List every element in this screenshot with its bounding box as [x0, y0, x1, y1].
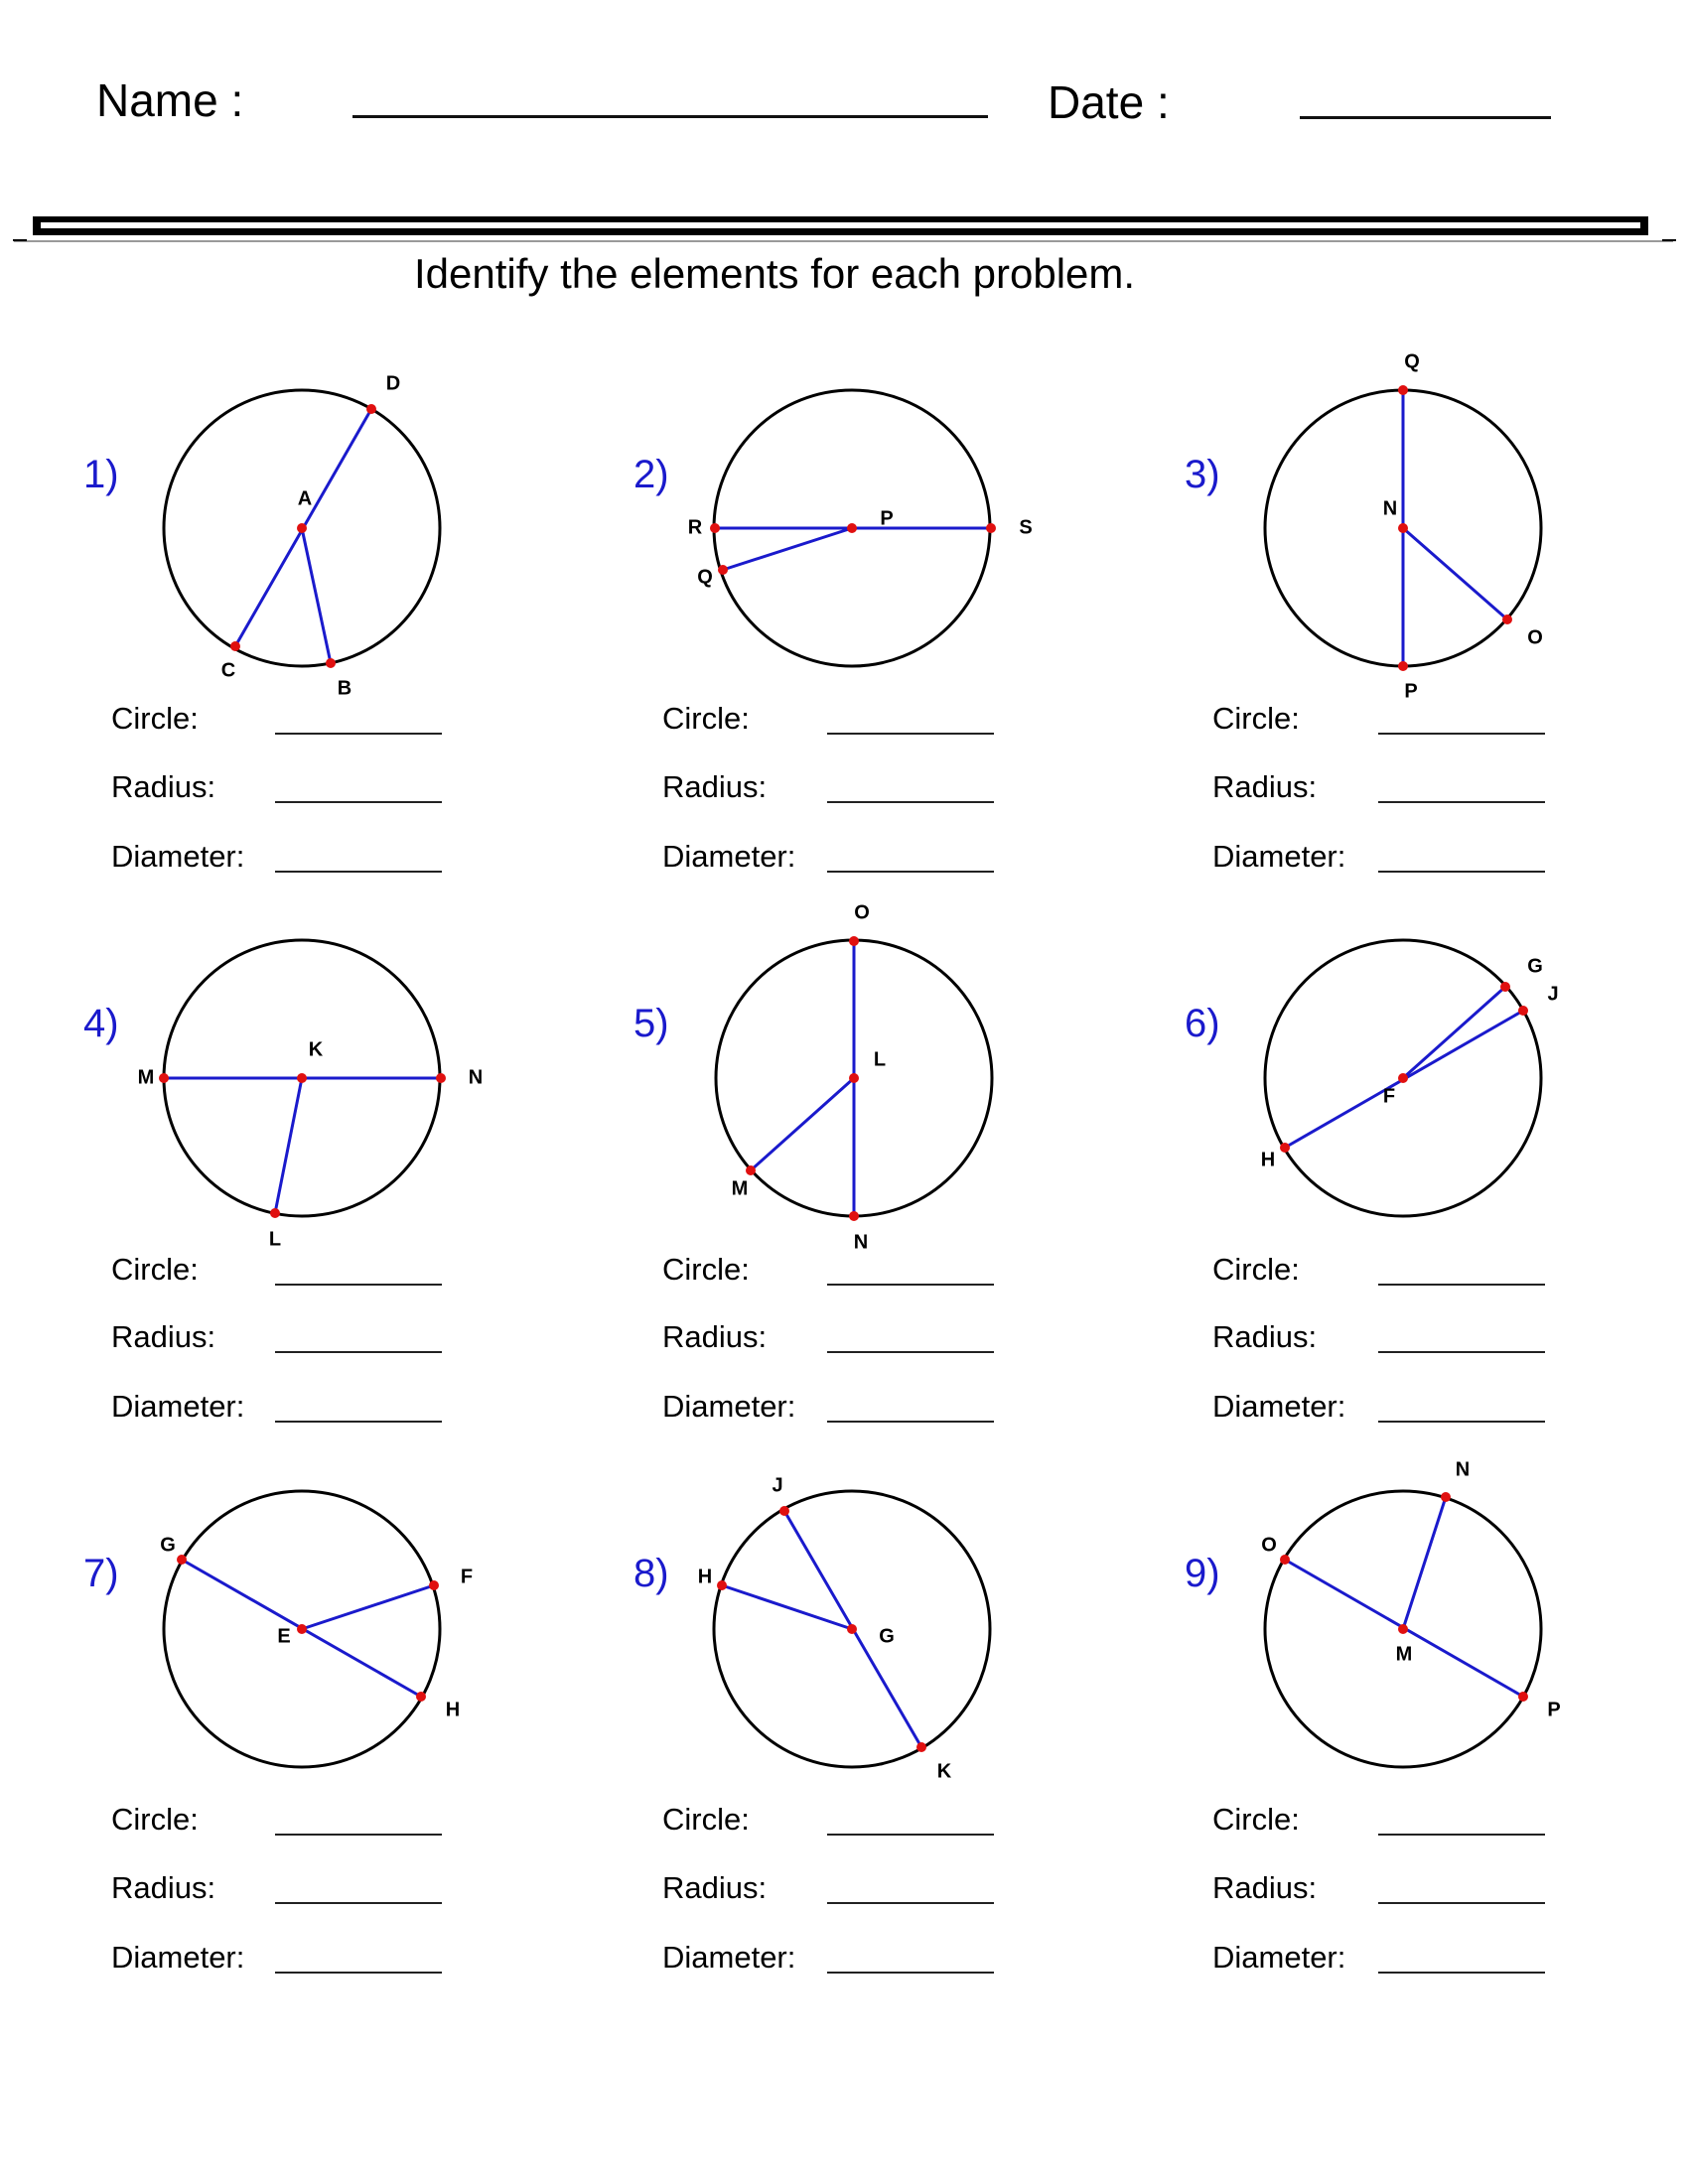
- point-label: N: [853, 1231, 869, 1254]
- diameter-answer-blank[interactable]: [827, 1421, 994, 1423]
- point-label: F: [460, 1566, 474, 1588]
- radius-answer-blank[interactable]: [1378, 1351, 1545, 1353]
- segment-NO: [1403, 528, 1507, 619]
- point-P: [1398, 661, 1408, 671]
- diameter-answer-blank[interactable]: [827, 871, 994, 873]
- point-label: S: [1019, 516, 1033, 539]
- radius-answer-blank[interactable]: [275, 1902, 442, 1904]
- radius-answer-blank[interactable]: [827, 1351, 994, 1353]
- circle-label: Circle:: [111, 1252, 199, 1287]
- radius-answer-blank[interactable]: [275, 801, 442, 803]
- diagram-2: [688, 390, 1033, 666]
- point-N: [849, 1211, 859, 1221]
- instructions: Identify the elements for each problem.: [414, 250, 1136, 297]
- point-L: [849, 1073, 859, 1083]
- point-label: A: [297, 487, 313, 510]
- diameter-label: Diameter:: [662, 1389, 796, 1424]
- point-label: L: [873, 1048, 887, 1071]
- segment-PQ: [723, 528, 852, 570]
- point-F: [429, 1580, 439, 1590]
- diagram-1: [164, 372, 440, 699]
- diameter-label: Diameter:: [662, 839, 796, 874]
- circle-label: Circle:: [662, 701, 750, 736]
- diameter-answer-blank[interactable]: [275, 871, 442, 873]
- point-Q: [718, 565, 728, 575]
- point-label: P: [1547, 1699, 1561, 1721]
- point-C: [230, 641, 240, 651]
- point-label: H: [1260, 1149, 1276, 1171]
- diameter-label: Diameter:: [1212, 1940, 1346, 1975]
- diameter-label: Diameter:: [1212, 1389, 1346, 1424]
- radius-answer-blank[interactable]: [827, 801, 994, 803]
- diameter-label: Diameter:: [111, 1940, 245, 1975]
- point-label: H: [697, 1566, 713, 1588]
- problem-number: 6): [1185, 1002, 1220, 1045]
- point-G: [1500, 982, 1510, 992]
- point-M: [746, 1165, 756, 1175]
- point-label: L: [268, 1228, 282, 1251]
- circle-label: Circle:: [1212, 701, 1300, 736]
- circle-answer-blank[interactable]: [827, 1834, 994, 1836]
- point-label: J: [1547, 983, 1559, 1006]
- diagram-6: [1261, 940, 1559, 1216]
- radius-answer-blank[interactable]: [275, 1351, 442, 1353]
- point-K: [916, 1742, 926, 1752]
- circle-answer-blank[interactable]: [1378, 1284, 1545, 1286]
- circle-label: Circle:: [111, 701, 199, 736]
- problem-number: 4): [83, 1002, 119, 1045]
- point-label: F: [1382, 1085, 1396, 1108]
- point-E: [297, 1624, 307, 1634]
- circle-answer-blank[interactable]: [827, 733, 994, 735]
- point-label: K: [936, 1760, 952, 1783]
- point-N: [1398, 523, 1408, 533]
- point-G: [177, 1555, 187, 1565]
- point-D: [366, 404, 376, 414]
- point-label: M: [731, 1177, 749, 1200]
- diagram-7: [160, 1491, 473, 1767]
- radius-label: Radius:: [1212, 1870, 1318, 1905]
- point-P: [847, 523, 857, 533]
- point-H: [416, 1692, 426, 1702]
- diameter-answer-blank[interactable]: [1378, 1972, 1545, 1974]
- diameter-label: Diameter:: [1212, 839, 1346, 874]
- point-label: N: [468, 1066, 484, 1089]
- radius-label: Radius:: [662, 769, 768, 804]
- point-label: M: [137, 1066, 155, 1089]
- point-label: P: [880, 507, 894, 530]
- point-O: [1280, 1555, 1290, 1565]
- segment-AB: [302, 528, 331, 663]
- point-G: [847, 1624, 857, 1634]
- point-label: B: [337, 677, 352, 700]
- diagram-3: [1265, 350, 1543, 702]
- point-label: Q: [1404, 350, 1420, 373]
- point-P: [1518, 1692, 1528, 1702]
- diagram-8: [698, 1474, 990, 1782]
- point-H: [717, 1580, 727, 1590]
- problem-number: 8): [633, 1552, 669, 1595]
- point-M: [1398, 1624, 1408, 1634]
- radius-label: Radius:: [111, 1319, 216, 1354]
- circle-label: Circle:: [1212, 1802, 1300, 1837]
- point-label: E: [277, 1625, 291, 1648]
- problem-number: 9): [1185, 1552, 1220, 1595]
- circle-answer-blank[interactable]: [275, 733, 442, 735]
- point-label: D: [385, 372, 401, 395]
- diagram-9: [1261, 1458, 1560, 1767]
- point-label: G: [879, 1625, 895, 1648]
- diameter-label: Diameter:: [111, 839, 245, 874]
- segment-MN: [1403, 1497, 1446, 1629]
- radius-label: Radius:: [1212, 769, 1318, 804]
- problem-number: 7): [83, 1552, 119, 1595]
- circle-label: Circle:: [662, 1252, 750, 1287]
- point-K: [297, 1073, 307, 1083]
- point-B: [326, 658, 336, 668]
- problem-number: 5): [633, 1002, 669, 1045]
- point-label: M: [1395, 1643, 1413, 1666]
- diameter-label: Diameter:: [111, 1389, 245, 1424]
- point-label: N: [1455, 1458, 1471, 1481]
- circle-label: Circle:: [1212, 1252, 1300, 1287]
- point-O: [849, 936, 859, 946]
- circle-answer-blank[interactable]: [1378, 1834, 1545, 1836]
- radius-label: Radius:: [662, 1870, 768, 1905]
- point-label: K: [308, 1038, 324, 1061]
- point-label: N: [1382, 497, 1398, 520]
- point-label: G: [160, 1534, 176, 1557]
- point-H: [1280, 1143, 1290, 1153]
- point-R: [710, 523, 720, 533]
- date-label: Date :: [1048, 76, 1170, 128]
- point-label: R: [687, 516, 703, 539]
- diagram-5: [716, 901, 992, 1253]
- point-label: J: [772, 1474, 783, 1497]
- circle-answer-blank[interactable]: [1378, 733, 1545, 735]
- diameter-answer-blank[interactable]: [1378, 1421, 1545, 1423]
- radius-label: Radius:: [1212, 1319, 1318, 1354]
- radius-answer-blank[interactable]: [1378, 1902, 1545, 1904]
- problem-number: 1): [83, 453, 119, 496]
- problem-number: 2): [633, 453, 669, 496]
- segment-FG: [1403, 987, 1505, 1078]
- diameter-label: Diameter:: [662, 1940, 796, 1975]
- radius-label: Radius:: [662, 1319, 768, 1354]
- diameter-answer-blank[interactable]: [1378, 871, 1545, 873]
- point-label: O: [1527, 626, 1543, 649]
- point-F: [1398, 1073, 1408, 1083]
- point-J: [1518, 1006, 1528, 1016]
- circle-label: Circle:: [662, 1802, 750, 1837]
- circle-label: Circle:: [111, 1802, 199, 1837]
- point-label: O: [1261, 1534, 1277, 1557]
- point-N: [1441, 1492, 1451, 1502]
- radius-label: Radius:: [111, 769, 216, 804]
- point-N: [436, 1073, 446, 1083]
- point-S: [986, 523, 996, 533]
- point-J: [779, 1506, 789, 1516]
- circle-answer-blank[interactable]: [275, 1834, 442, 1836]
- diagram-4: [138, 940, 484, 1250]
- segment-KL: [275, 1078, 302, 1213]
- diameter-answer-blank[interactable]: [275, 1972, 442, 1974]
- radius-answer-blank[interactable]: [1378, 801, 1545, 803]
- point-L: [270, 1208, 280, 1218]
- point-label: O: [854, 901, 870, 924]
- circle-answer-blank[interactable]: [275, 1284, 442, 1286]
- point-label: C: [220, 659, 236, 682]
- point-label: H: [445, 1699, 461, 1721]
- point-label: Q: [697, 566, 713, 589]
- point-label: G: [1527, 955, 1543, 978]
- point-Q: [1398, 385, 1408, 395]
- point-A: [297, 523, 307, 533]
- segment-EF: [302, 1585, 434, 1629]
- point-label: P: [1404, 680, 1418, 703]
- radius-label: Radius:: [111, 1870, 216, 1905]
- diameter-answer-blank[interactable]: [275, 1421, 442, 1423]
- point-O: [1502, 614, 1512, 624]
- point-M: [159, 1073, 169, 1083]
- problem-number: 3): [1185, 453, 1220, 496]
- segment-LM: [751, 1078, 854, 1170]
- radius-answer-blank[interactable]: [827, 1902, 994, 1904]
- diameter-answer-blank[interactable]: [827, 1972, 994, 1974]
- name-label: Name :: [96, 74, 244, 126]
- circle-answer-blank[interactable]: [827, 1284, 994, 1286]
